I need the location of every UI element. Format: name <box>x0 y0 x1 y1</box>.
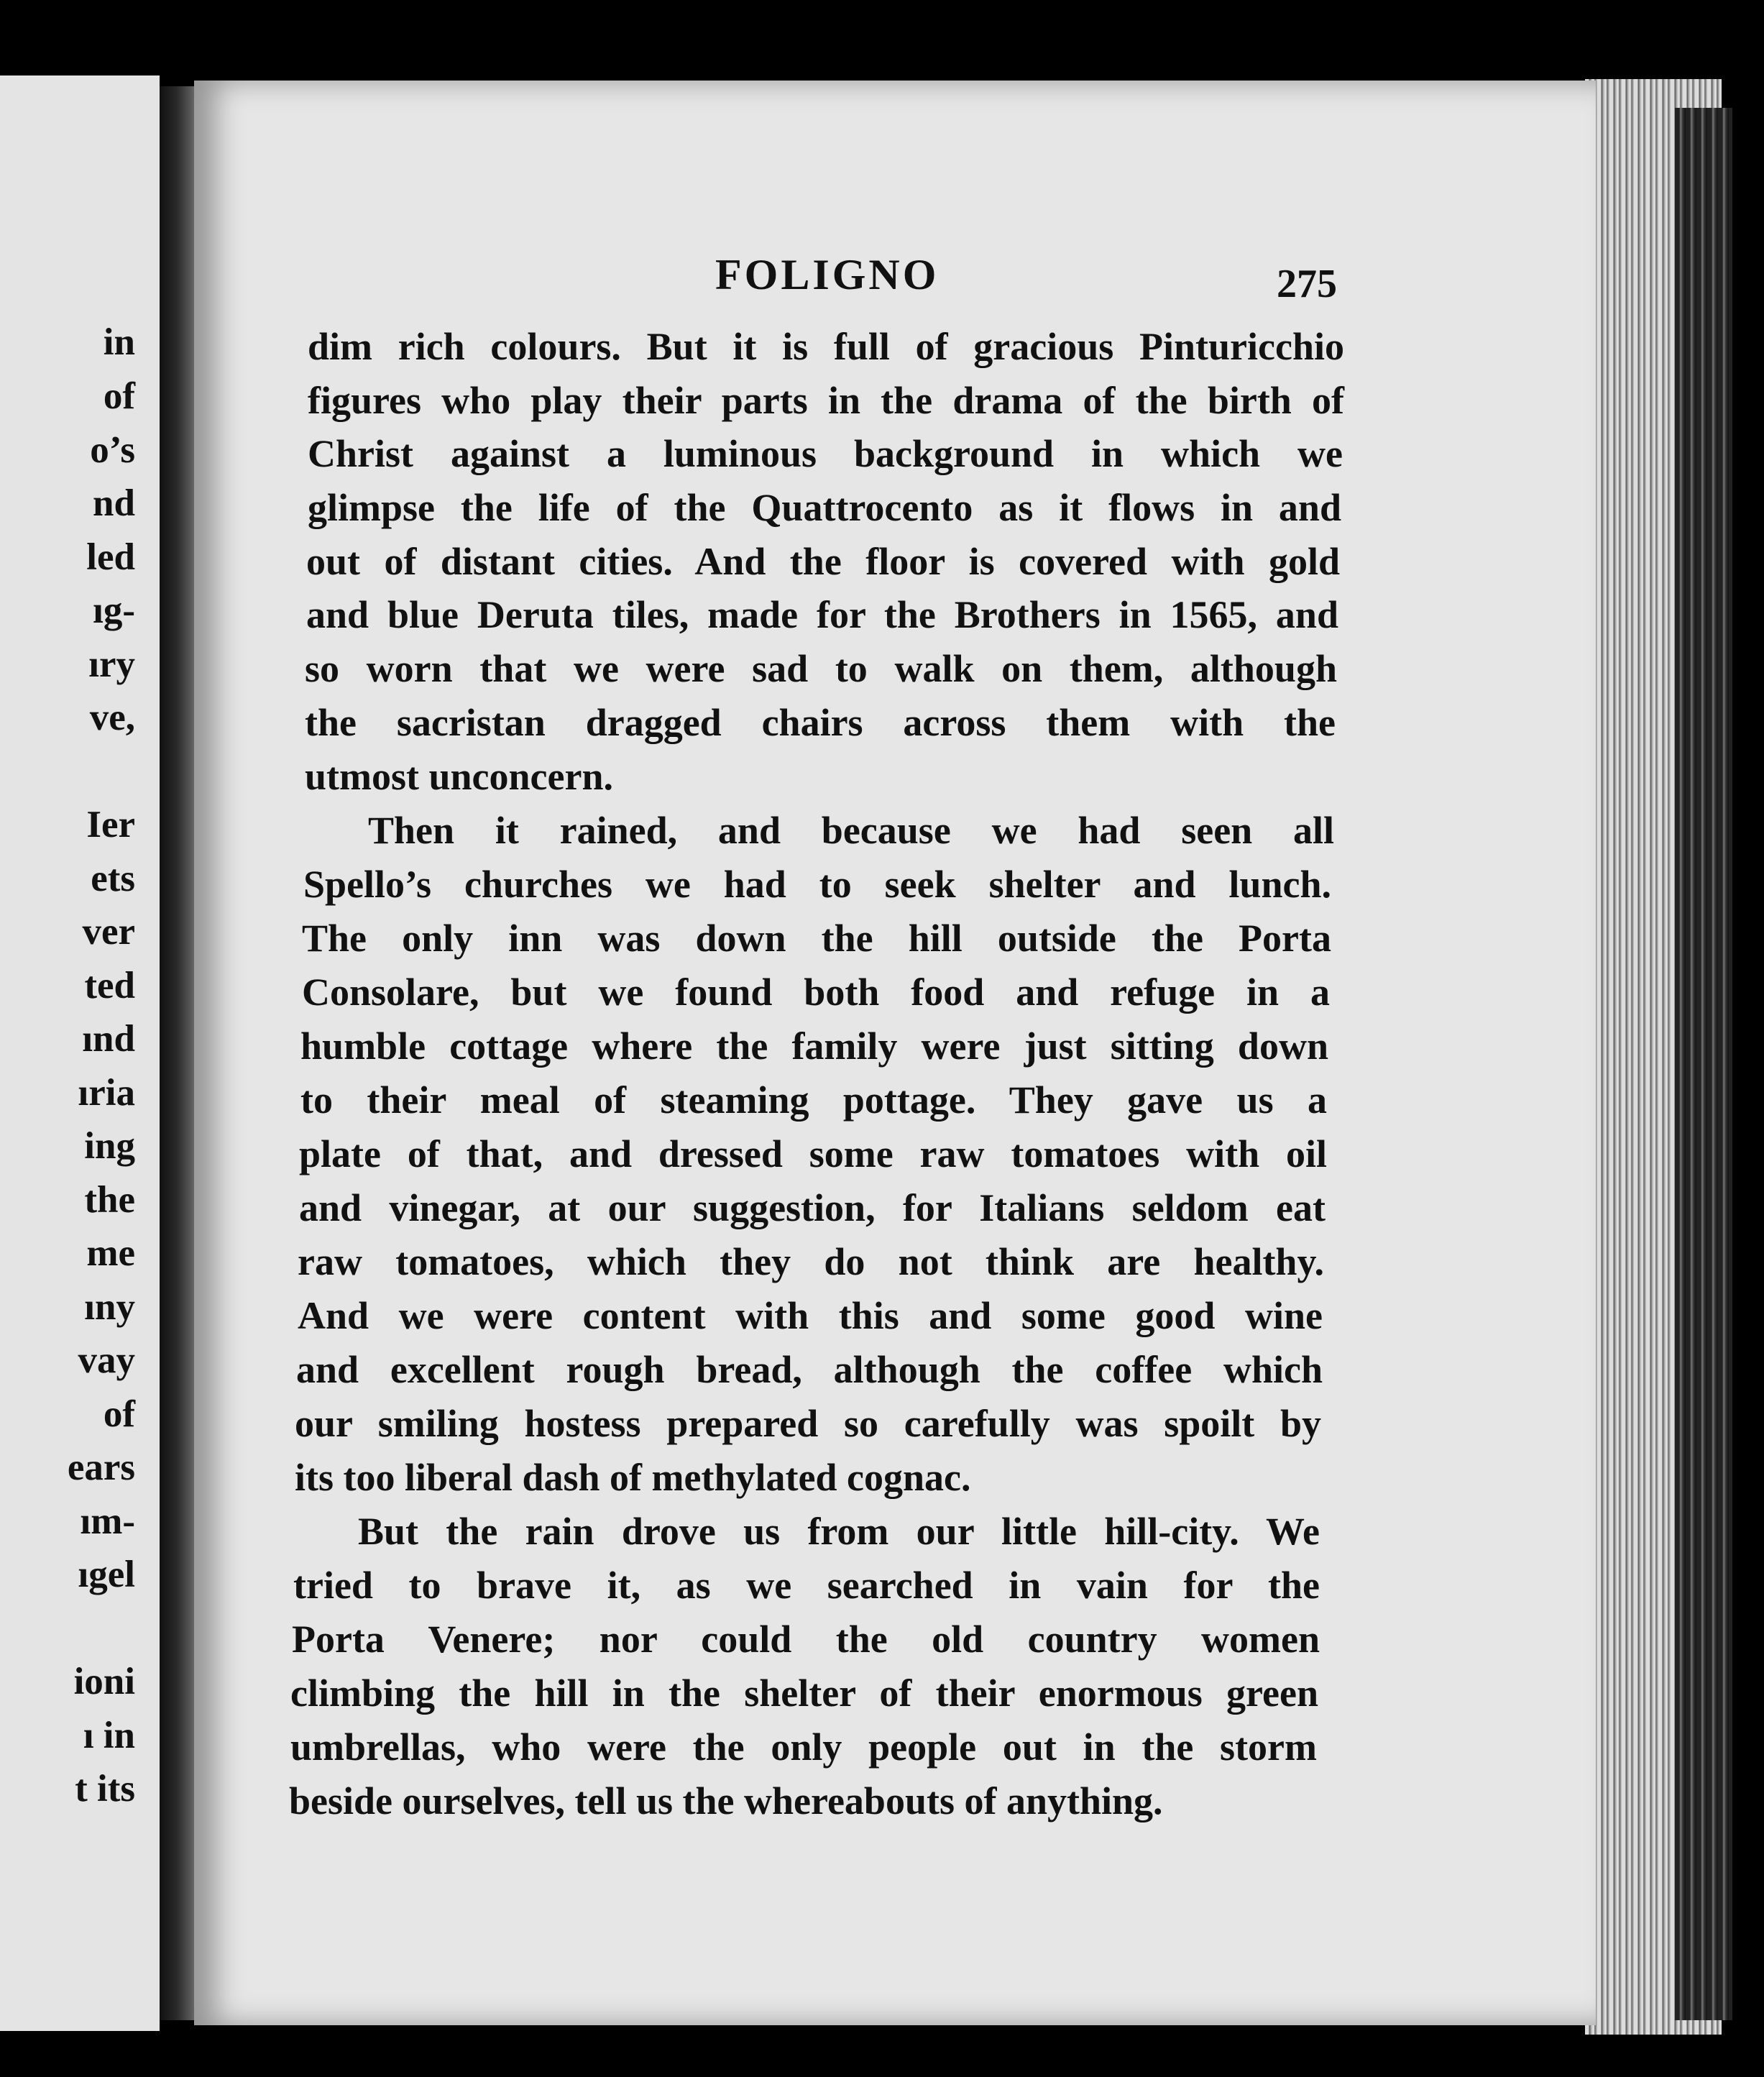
left-page-line: vay <box>78 1339 135 1381</box>
left-page-line: ım- <box>80 1500 135 1542</box>
body-line-paragraph-end: its too liberal dash of methylated cognac. <box>295 1456 971 1499</box>
body-line: Consolare, but we found both food and refuge in a <box>302 971 1330 1014</box>
body-line: The only inn was down the hill outside the Porta <box>302 917 1331 960</box>
body-line: And we were content with this and some good wine <box>298 1294 1323 1337</box>
body-line: the sacristan dragged chairs across them with the <box>305 701 1336 744</box>
body-line: and blue Deruta tiles, made for the Brothers in 1565, and <box>306 593 1338 636</box>
body-line: climbing the hill in the shelter of their enormous green <box>290 1672 1318 1715</box>
body-line: and vinegar, at our suggestion, for Italians seldom eat <box>299 1186 1326 1229</box>
left-page-line: me <box>86 1232 135 1274</box>
page-number: 275 <box>1277 262 1337 306</box>
body-line: and excellent rough bread, although the coffee which <box>296 1348 1323 1391</box>
body-line: plate of that, and dressed some raw tomatoes with oil <box>299 1132 1327 1175</box>
body-line: our smiling hostess prepared so carefully was spoilt by <box>295 1402 1321 1445</box>
body-line: dim rich colours. But it is full of gracious Pinturicchio <box>308 325 1344 368</box>
body-line: Spello’s churches we had to seek shelter and lunch. <box>303 863 1331 906</box>
left-page-line: ted <box>84 965 135 1007</box>
left-page-line: ets <box>91 858 135 899</box>
left-page-line: t its <box>75 1768 135 1810</box>
body-line: Christ against a luminous background in which we <box>308 432 1343 475</box>
left-page-line: ver <box>82 911 135 953</box>
body-line: Porta Venere; nor could the old country women <box>292 1618 1320 1661</box>
left-page-line: of <box>103 1393 135 1435</box>
left-page-line: ı in <box>83 1715 135 1756</box>
left-page-line: o’s <box>90 429 135 471</box>
left-page-line: ıny <box>84 1286 135 1328</box>
left-page-line: ınd <box>82 1018 135 1060</box>
body-line: out of distant cities. And the floor is covered with gold <box>306 540 1340 583</box>
left-page-line: ioni <box>73 1661 135 1702</box>
body-line: to their meal of steaming pottage. They gave us a <box>300 1078 1327 1122</box>
left-page-fragment <box>0 75 160 2031</box>
body-line-paragraph-end: beside ourselves, tell us the whereabouts of anything. <box>289 1779 1163 1822</box>
body-line: glimpse the life of the Quattrocento as it flows in and <box>308 486 1341 529</box>
left-page-line: of <box>103 375 135 417</box>
body-line: humble cottage where the family were just sitting down <box>300 1024 1328 1068</box>
body-line: umbrellas, who were the only people out in the storm <box>290 1725 1317 1769</box>
left-page-line: Ier <box>86 804 135 845</box>
left-page-line: the <box>84 1179 135 1221</box>
left-page-line: ve, <box>89 697 135 738</box>
body-line: raw tomatoes, which they do not think are healthy. <box>298 1240 1324 1283</box>
body-line: figures who play their parts in the drama of the birth of <box>308 379 1344 422</box>
body-line: so worn that we were sad to walk on them, although <box>305 647 1337 690</box>
left-page-line: ing <box>84 1125 135 1167</box>
body-line-indented: Then it rained, and because we had seen all <box>368 809 1334 852</box>
left-page-line: in <box>103 321 135 363</box>
body-line-indented: But the rain drove us from our little hill-city. We <box>358 1510 1320 1553</box>
left-page-line: ıry <box>88 643 135 685</box>
book-fore-edge-shadow <box>1675 108 1732 2020</box>
left-page-line: nd <box>93 482 135 524</box>
left-page-line: led <box>86 536 135 578</box>
running-title: FOLIGNO <box>715 251 940 298</box>
body-line-paragraph-end: utmost unconcern. <box>305 755 613 798</box>
body-line: tried to brave it, as we searched in vain for the <box>293 1564 1320 1607</box>
left-page-line: ıg- <box>93 590 135 631</box>
left-page-line: ears <box>67 1446 135 1488</box>
left-page-line: ıria <box>78 1072 135 1114</box>
left-page-line: ıgel <box>78 1554 135 1595</box>
